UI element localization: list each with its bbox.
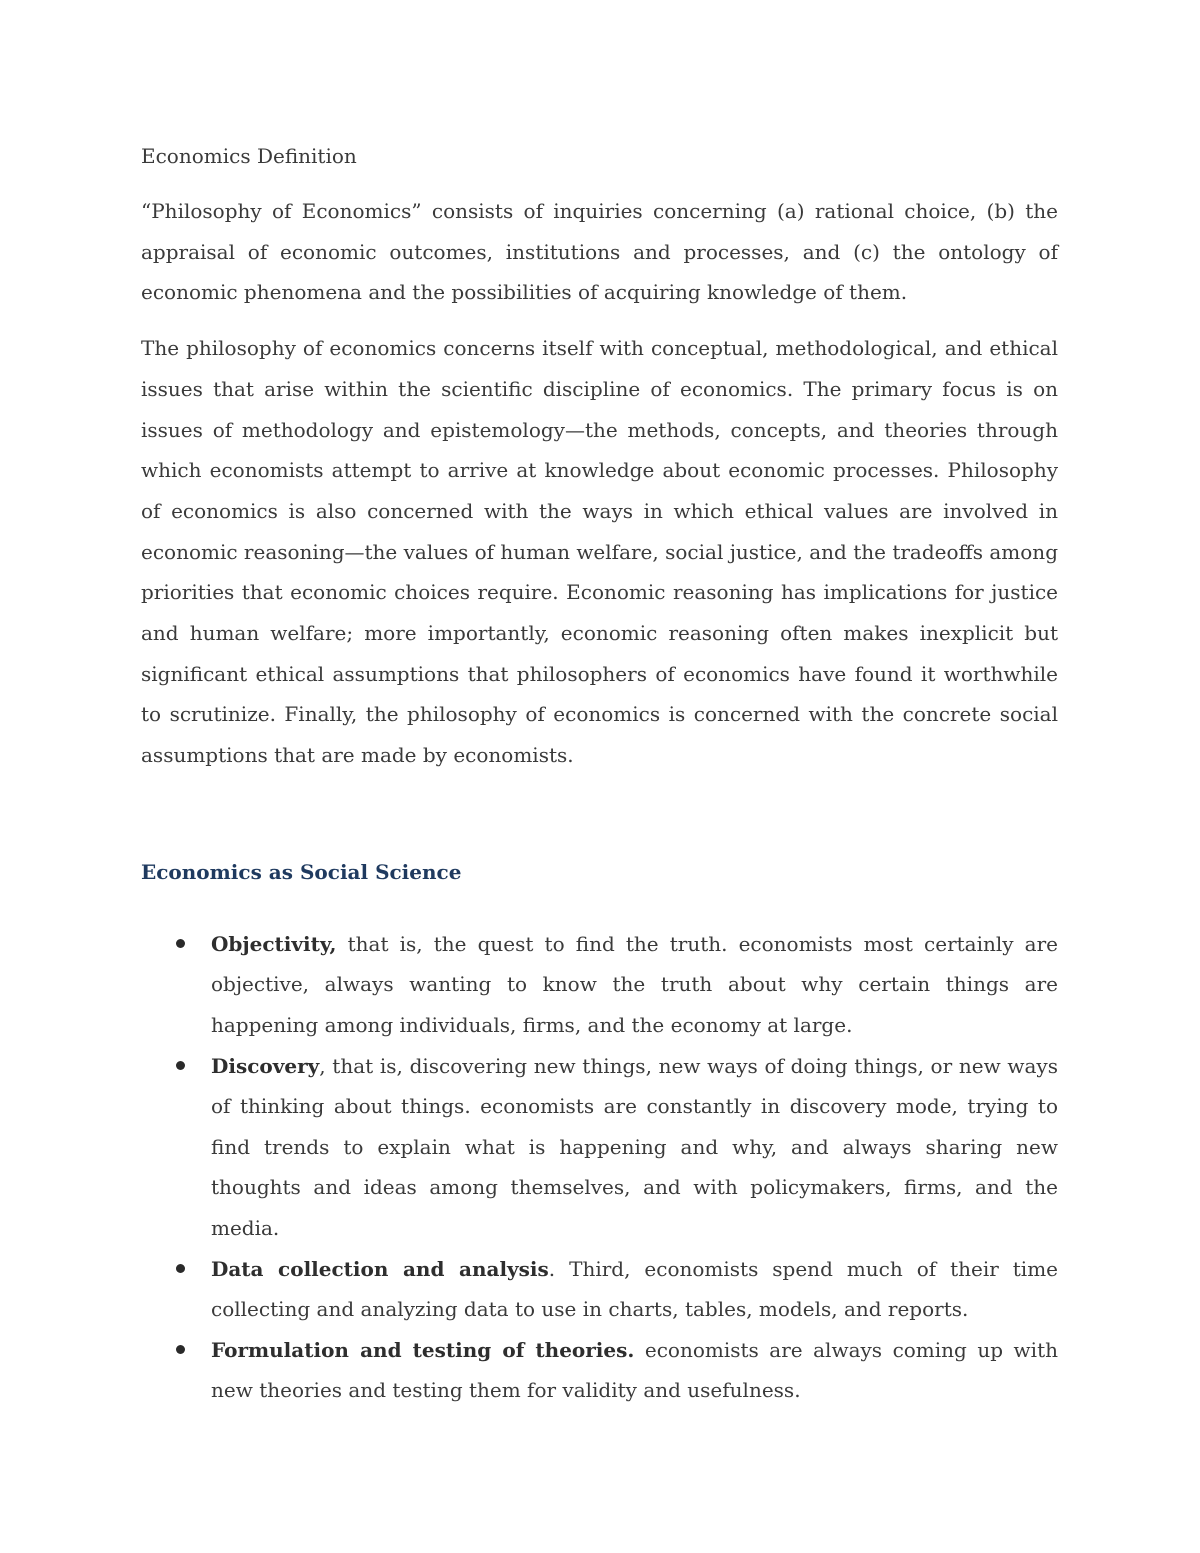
body-paragraph: The philosophy of economics concerns itself with conceptual, methodological, and ethical issues that arise within the scientific discipline of economics. The primary focus is on issues of methodology and epistemology—the methods, concepts, and theories through which economists attempt to arrive at knowledge about economic processes. Philosophy of economics is also concerned with the ways in which ethical values are involved in economic reasoning—the values of human welfare, social justice, and the tradeoffs among priorities that economic choices require. Economic reasoning has implications for justice and human welfare; more importantly, economic reasoning often makes inexplicit but significant ethical assumptions that philosophers of economics have found it worthwhile to scrutinize. Finally, the philosophy of economics is concerned with the concrete social assumptions that are made by economists. (141, 336, 1058, 768)
section-heading: Economics as Social Science (141, 859, 462, 884)
bullet-item-theories (141, 1330, 1058, 1411)
bullet-dot-icon (176, 1061, 185, 1070)
bullet-text: that is, the quest to find the truth. economists most certainly are objective, always wanting to know the truth about why certain things are happening among individuals, firms, and the economy at large. (211, 931, 1058, 1038)
bullet-text: . Third, economists spend much of their time collecting and analyzing data to use in charts, tables, models, and reports. (211, 1256, 1059, 1322)
bullet-text: , that is, discovering new things, new ways of doing things, or new ways of thinking about things. economists are constantly in discovery mode, trying to find trends to explain what is happening and why, and always sharing new thoughts and ideas among themselves, and with policymakers, firms, and the media. (211, 1053, 1058, 1240)
bullet-dot-icon (176, 1345, 185, 1354)
bullet-item-data-collection (141, 1249, 1058, 1330)
bullet-text: economists are always coming up with new theories and testing them for validity and usefulness. (211, 1337, 1058, 1403)
bullet-list (141, 924, 1058, 1411)
document-title: Economics Definition (141, 144, 357, 168)
intro-paragraph: “Philosophy of Economics” consists of inquiries concerning (a) rational choice, (b) the appraisal of economic outcomes, institutions and processes, and (c) the ontology of economic phenomena and the possibilities of acquiring knowledge of them. (141, 199, 1058, 305)
document-page (141, 138, 1058, 1411)
bullet-term: Discovery (211, 1053, 320, 1078)
bullet-item-discovery (141, 1046, 1058, 1249)
bullet-term: Objectivity, (211, 931, 337, 956)
bullet-dot-icon (176, 939, 185, 948)
bullet-item-objectivity (141, 924, 1058, 1046)
bullet-dot-icon (176, 1264, 185, 1273)
bullet-term: Data collection and analysis (211, 1256, 549, 1281)
bullet-term: Formulation and testing of theories. (211, 1337, 635, 1362)
